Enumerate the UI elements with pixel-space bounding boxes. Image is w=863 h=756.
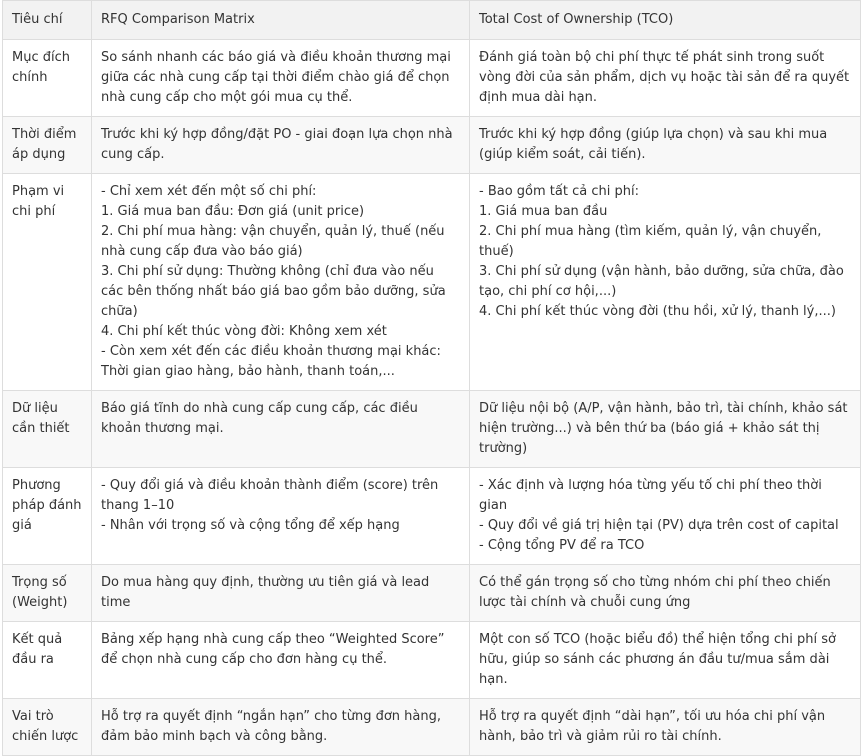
tco-cell-line: - Bao gồm tất cả chi phí: [479,184,639,199]
criterion-cell: Kết quả đầu ra [3,622,92,699]
tco-cell-line: Đánh giá toàn bộ chi phí thực tế phát sinh trong suốt vòng đời của sản phẩm, dịch vụ hoặc tài sản để ra quyết định mua dài hạn. [479,50,850,105]
table-row [3,622,861,699]
tco-cell [470,40,861,117]
tco-cell [470,622,861,699]
rfq-cell [92,565,470,622]
rfq-cell-line: Hỗ trợ ra quyết định “ngắn hạn” cho từng đơn hàng, đảm bảo minh bạch và công bằng. [101,709,442,744]
rfq-cell [92,40,470,117]
tco-cell [470,174,861,391]
tco-cell-line: Hỗ trợ ra quyết định “dài hạn”, tối ưu hóa chi phí vận hành, bảo trì và giảm rủi ro tài chính. [479,709,826,744]
tco-cell-line: Một con số TCO (hoặc biểu đồ) thể hiện tổng chi phí sở hữu, giúp so sánh các phương án đầu tư/mua sắm dài hạn. [479,632,836,687]
criterion-cell: Thời điểm áp dụng [3,117,92,174]
table-row [3,565,861,622]
table-header [3,1,861,40]
rfq-cell-line: Bảng xếp hạng nhà cung cấp theo “Weighted Score” để chọn nhà cung cấp cho đơn hàng cụ thể. [101,632,445,667]
rfq-cell [92,699,470,756]
header-row [3,1,861,40]
rfq-cell-line: - Chỉ xem xét đến một số chi phí: [101,184,317,199]
comparison-table [2,0,861,756]
tco-cell [470,391,861,468]
header-tco: Total Cost of Ownership (TCO) [470,1,861,40]
rfq-cell [92,174,470,391]
rfq-cell-line: - Còn xem xét đến các điều khoản thương mại khác: Thời gian giao hàng, bảo hành, thanh toán,... [101,344,441,379]
tco-cell-line: Trước khi ký hợp đồng (giúp lựa chọn) và sau khi mua (giúp kiểm soát, cải tiến). [479,127,828,162]
criterion-cell: Vai trò chiến lược [3,699,92,756]
tco-cell-line: Có thể gán trọng số cho từng nhóm chi phí theo chiến lược tài chính và chuỗi cung ứng [479,575,831,610]
tco-cell-line: - Xác định và lượng hóa từng yếu tố chi phí theo thời gian [479,478,822,513]
tco-cell [470,565,861,622]
rfq-cell-line: - Quy đổi giá và điều khoản thành điểm (score) trên thang 1–10 [101,478,439,513]
tco-cell-line: 3. Chi phí sử dụng (vận hành, bảo dưỡng, sửa chữa, đào tạo, chi phí cơ hội,...) [479,264,844,299]
rfq-cell-line: So sánh nhanh các báo giá và điều khoản thương mại giữa các nhà cung cấp tại thời điểm chào giá để chọn nhà cung cấp cho một gói mua cụ thể. [101,50,451,105]
tco-cell-line: - Cộng tổng PV để ra TCO [479,538,645,553]
tco-cell [470,699,861,756]
header-rfq: RFQ Comparison Matrix [92,1,470,40]
tco-cell-line: - Quy đổi về giá trị hiện tại (PV) dựa trên cost of capital [479,518,839,533]
criterion-cell: Dữ liệu cần thiết [3,391,92,468]
criterion-cell: Trọng số (Weight) [3,565,92,622]
criterion-cell: Mục đích chính [3,40,92,117]
rfq-cell [92,391,470,468]
rfq-cell [92,622,470,699]
criterion-cell: Phạm vi chi phí [3,174,92,391]
table-row [3,40,861,117]
rfq-cell-line: Do mua hàng quy định, thường ưu tiên giá và lead time [101,575,430,610]
rfq-cell-line: 2. Chi phí mua hàng: vận chuyển, quản lý, thuế (nếu nhà cung cấp đưa vào báo giá) [101,224,445,259]
tco-cell-line: 1. Giá mua ban đầu [479,204,608,219]
header-criterion: Tiêu chí [3,1,92,40]
tco-cell-line: Dữ liệu nội bộ (A/P, vận hành, bảo trì, tài chính, khảo sát hiện trường...) và bên thứ ba (báo giá + khảo sát thị trường) [479,401,848,456]
rfq-cell-line: 4. Chi phí kết thúc vòng đời: Không xem xét [101,324,387,339]
rfq-cell-line: 1. Giá mua ban đầu: Đơn giá (unit price) [101,204,365,219]
table-body [3,40,861,756]
criterion-cell: Phương pháp đánh giá [3,468,92,565]
tco-cell [470,117,861,174]
rfq-cell-line: 3. Chi phí sử dụng: Thường không (chỉ đưa vào nếu các bên thống nhất báo giá bao gồm bảo dưỡng, sửa chữa) [101,264,446,319]
table-row [3,117,861,174]
table-row [3,468,861,565]
tco-cell-line: 2. Chi phí mua hàng (tìm kiếm, quản lý, vận chuyển, thuế) [479,224,822,259]
rfq-cell-line: Báo giá tĩnh do nhà cung cấp cung cấp, các điều khoản thương mại. [101,401,418,436]
table-row [3,699,861,756]
tco-cell-line: 4. Chi phí kết thúc vòng đời (thu hồi, xử lý, thanh lý,...) [479,304,836,319]
rfq-cell [92,117,470,174]
table-row [3,391,861,468]
rfq-cell-line: Trước khi ký hợp đồng/đặt PO - giai đoạn lựa chọn nhà cung cấp. [101,127,453,162]
table-row [3,174,861,391]
tco-cell [470,468,861,565]
rfq-cell [92,468,470,565]
rfq-cell-line: - Nhân với trọng số và cộng tổng để xếp hạng [101,518,400,533]
